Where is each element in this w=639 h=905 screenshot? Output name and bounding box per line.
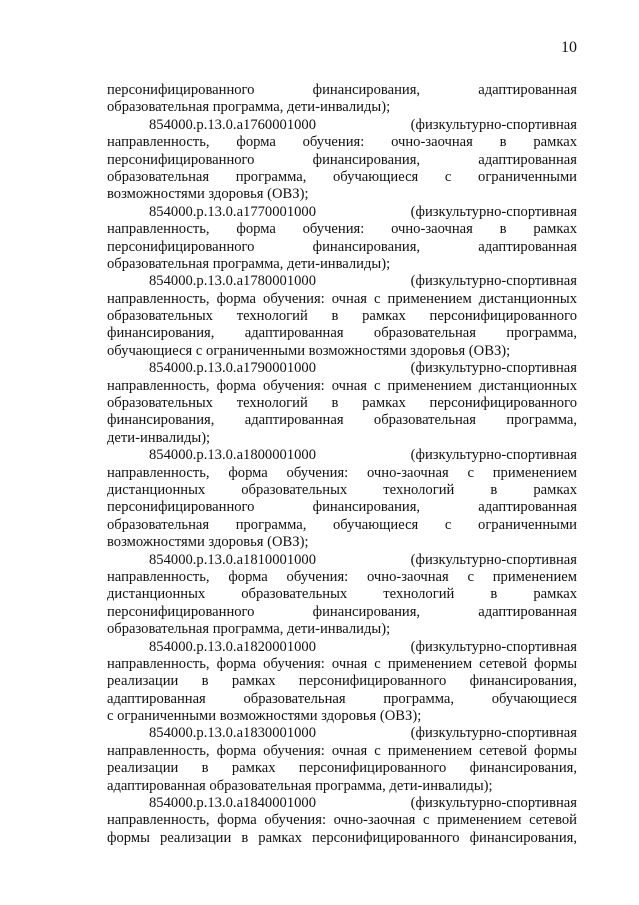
- text-line: направленность, форма обучения: очно-заочная в рамках: [107, 221, 577, 238]
- text-line: персонифицированного финансирования, адаптированная: [107, 151, 577, 168]
- entry-direction: (физкультурно-спортивная: [410, 795, 577, 812]
- text-line: реализации в рамках персонифицированного финансирования,: [107, 760, 577, 777]
- text-line: направленность, форма обучения: очная с применением дистанционных: [107, 377, 577, 394]
- entry-direction: (физкультурно-спортивная: [410, 203, 577, 220]
- text-line: образовательных технологий в рамках персонифицированного: [107, 308, 577, 325]
- service-code: 854000.р.13.0.а1810001000: [149, 551, 317, 568]
- text-line: дети-инвалиды);: [107, 429, 211, 446]
- entry-first-line: [107, 447, 577, 464]
- page-number: 10: [561, 39, 577, 56]
- text-line: образовательная программа, обучающиеся с ограниченными: [107, 168, 577, 185]
- entry-first-line: [107, 639, 577, 656]
- text-line: возможностями здоровья (ОВЗ);: [107, 534, 309, 551]
- text-line: возможностями здоровья (ОВЗ);: [107, 186, 309, 203]
- text-line: обучающиеся с ограниченными возможностями здоровья (ОВЗ);: [107, 342, 511, 359]
- body-text: [107, 82, 577, 847]
- text-line: дистанционных образовательных технологий в рамках: [107, 586, 577, 603]
- text-line: персонифицированного финансирования, адаптированная: [107, 82, 577, 98]
- service-code: 854000.р.13.0.а1820001000: [149, 638, 317, 655]
- service-code: 854000.р.13.0.а1760001000: [149, 116, 317, 133]
- text-line: дистанционных образовательных технологий в рамках: [107, 481, 577, 498]
- entry-direction: (физкультурно-спортивная: [410, 360, 577, 377]
- entry-direction: (физкультурно-спортивная: [410, 447, 577, 464]
- entry-direction: (физкультурно-спортивная: [410, 725, 577, 742]
- text-line: адаптированная образовательная программа, дети-инвалиды);: [107, 777, 493, 794]
- text-line: направленность, форма обучения: очная с применением дистанционных: [107, 290, 577, 307]
- service-code: 854000.р.13.0.а1800001000: [149, 447, 317, 464]
- text-line: образовательная программа, дети-инвалиды);: [107, 99, 391, 116]
- text-line: реализации в рамках персонифицированного финансирования,: [107, 673, 577, 690]
- entry-first-line: [107, 725, 577, 742]
- entry-direction: (физкультурно-спортивная: [410, 638, 577, 655]
- entry-direction: (физкультурно-спортивная: [410, 273, 577, 290]
- entry-first-line: [107, 273, 577, 290]
- text-line: направленность, форма обучения: очно-заочная с применением сетевой: [107, 812, 577, 829]
- text-line: финансирования, адаптированная образовательная программа,: [107, 412, 577, 429]
- service-code: 854000.р.13.0.а1780001000: [149, 273, 317, 290]
- entry-direction: (физкультурно-спортивная: [410, 551, 577, 568]
- text-line: направленность, форма обучения: очно-заочная с применением: [107, 464, 577, 481]
- text-line: образовательных технологий в рамках персонифицированного: [107, 395, 577, 412]
- entry-direction: (физкультурно-спортивная: [410, 116, 577, 133]
- service-code: 854000.р.13.0.а1770001000: [149, 203, 317, 220]
- text-line: направленность, форма обучения: очная с применением сетевой формы: [107, 742, 577, 759]
- service-code: 854000.р.13.0.а1840001000: [149, 795, 317, 812]
- entry-first-line: [107, 360, 577, 377]
- text-line: образовательная программа, обучающиеся с ограниченными: [107, 516, 577, 533]
- text-line: образовательная программа, дети-инвалиды);: [107, 255, 391, 272]
- text-line: персонифицированного финансирования, адаптированная: [107, 603, 577, 620]
- entry-first-line: [107, 204, 577, 221]
- text-line: направленность, форма обучения: очно-заочная в рамках: [107, 134, 577, 151]
- text-line: формы реализации в рамках персонифицированного финансирования,: [107, 829, 577, 846]
- text-line: образовательная программа, дети-инвалиды);: [107, 621, 391, 638]
- entry-first-line: [107, 552, 577, 569]
- text-line: персонифицированного финансирования, адаптированная: [107, 499, 577, 516]
- text-line: направленность, форма обучения: очная с применением сетевой формы: [107, 655, 577, 672]
- text-line: с ограниченными возможностями здоровья (ОВЗ);: [107, 708, 422, 725]
- entry-first-line: [107, 117, 577, 134]
- text-line: персонифицированного финансирования, адаптированная: [107, 238, 577, 255]
- service-code: 854000.р.13.0.а1830001000: [149, 725, 317, 742]
- text-line: адаптированная образовательная программа, обучающиеся: [107, 690, 577, 707]
- entry-first-line: [107, 795, 577, 812]
- text-line: финансирования, адаптированная образовательная программа,: [107, 325, 577, 342]
- service-code: 854000.р.13.0.а1790001000: [149, 360, 317, 377]
- text-line: направленность, форма обучения: очно-заочная с применением: [107, 568, 577, 585]
